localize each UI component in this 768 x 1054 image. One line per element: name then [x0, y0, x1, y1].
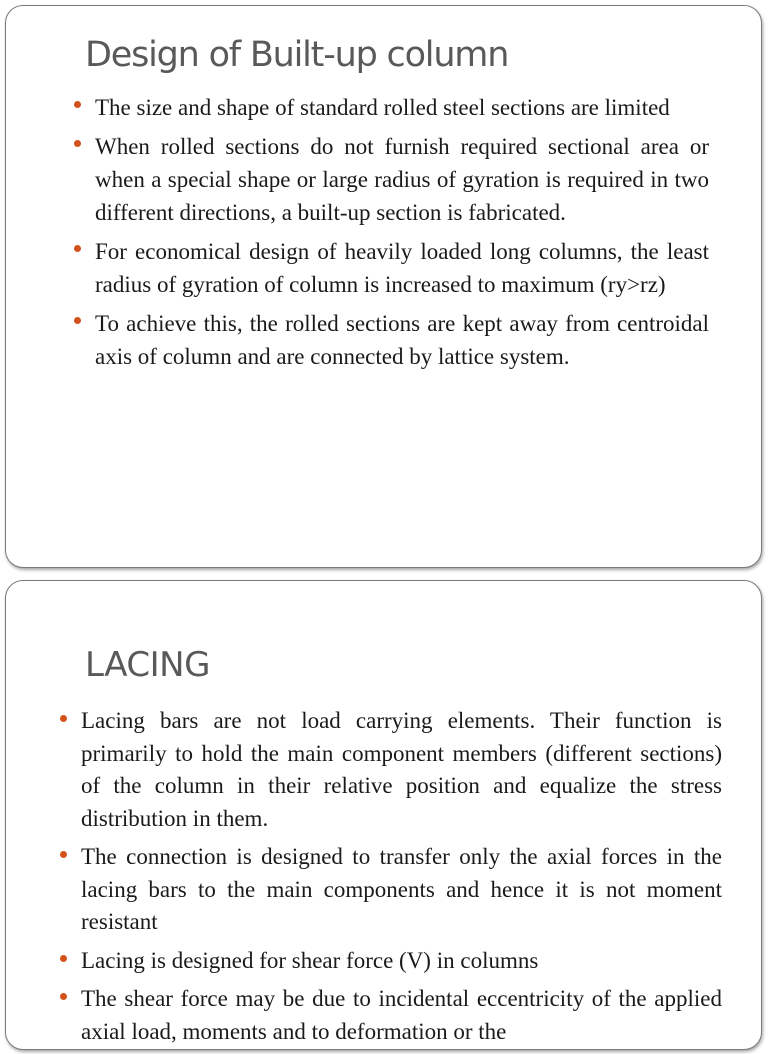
bullet-icon: [74, 140, 81, 147]
bullet-text: When rolled sections do not furnish required sectional area or when a special shape or large radius of gyration is required in two different directions, a built-up section is fabricated.: [95, 134, 709, 225]
bullet-icon: [60, 955, 67, 962]
bullet-icon: [74, 245, 81, 252]
bullet-text: The connection is designed to transfer only the axial forces in the lacing bars to the main components and hence it is not moment resistant: [81, 844, 722, 934]
bullet-text: The size and shape of standard rolled steel sections are limited: [95, 95, 670, 120]
slide-title: LACING: [85, 645, 210, 685]
bullet-list: [81, 705, 722, 1054]
bullet-text: The shear force may be due to incidental eccentricity of the applied axial load, moments and to deformation or the: [81, 986, 722, 1044]
list-item: [95, 91, 709, 124]
bullet-text: For economical design of heavily loaded long columns, the least radius of gyration of column is increased to maximum (ry>rz): [95, 239, 709, 297]
bullet-icon: [74, 317, 81, 324]
bullet-text: To achieve this, the rolled sections are kept away from centroidal axis of column and are connected by lattice system.: [95, 311, 709, 369]
bullet-icon: [60, 993, 67, 1000]
list-item: [81, 945, 722, 978]
slide-lacing: [5, 580, 762, 1050]
list-item: [95, 130, 709, 229]
list-item: [81, 983, 722, 1048]
list-item: [81, 841, 722, 939]
list-item: [95, 235, 709, 301]
bullet-icon: [74, 101, 81, 108]
slide-built-up-column: [5, 5, 762, 568]
bullet-icon: [60, 851, 67, 858]
list-item: [81, 705, 722, 835]
slide-title: Design of Built-up column: [85, 35, 509, 75]
bullet-text: Lacing is designed for shear force (V) in columns: [81, 947, 539, 973]
bullet-icon: [60, 715, 67, 722]
bullet-list: [95, 91, 709, 379]
bullet-text: Lacing bars are not load carrying elements. Their function is primarily to hold the main component members (different sections) of the column in their relative position and equalize the stress distribution in them.: [81, 708, 722, 831]
list-item: [95, 307, 709, 373]
